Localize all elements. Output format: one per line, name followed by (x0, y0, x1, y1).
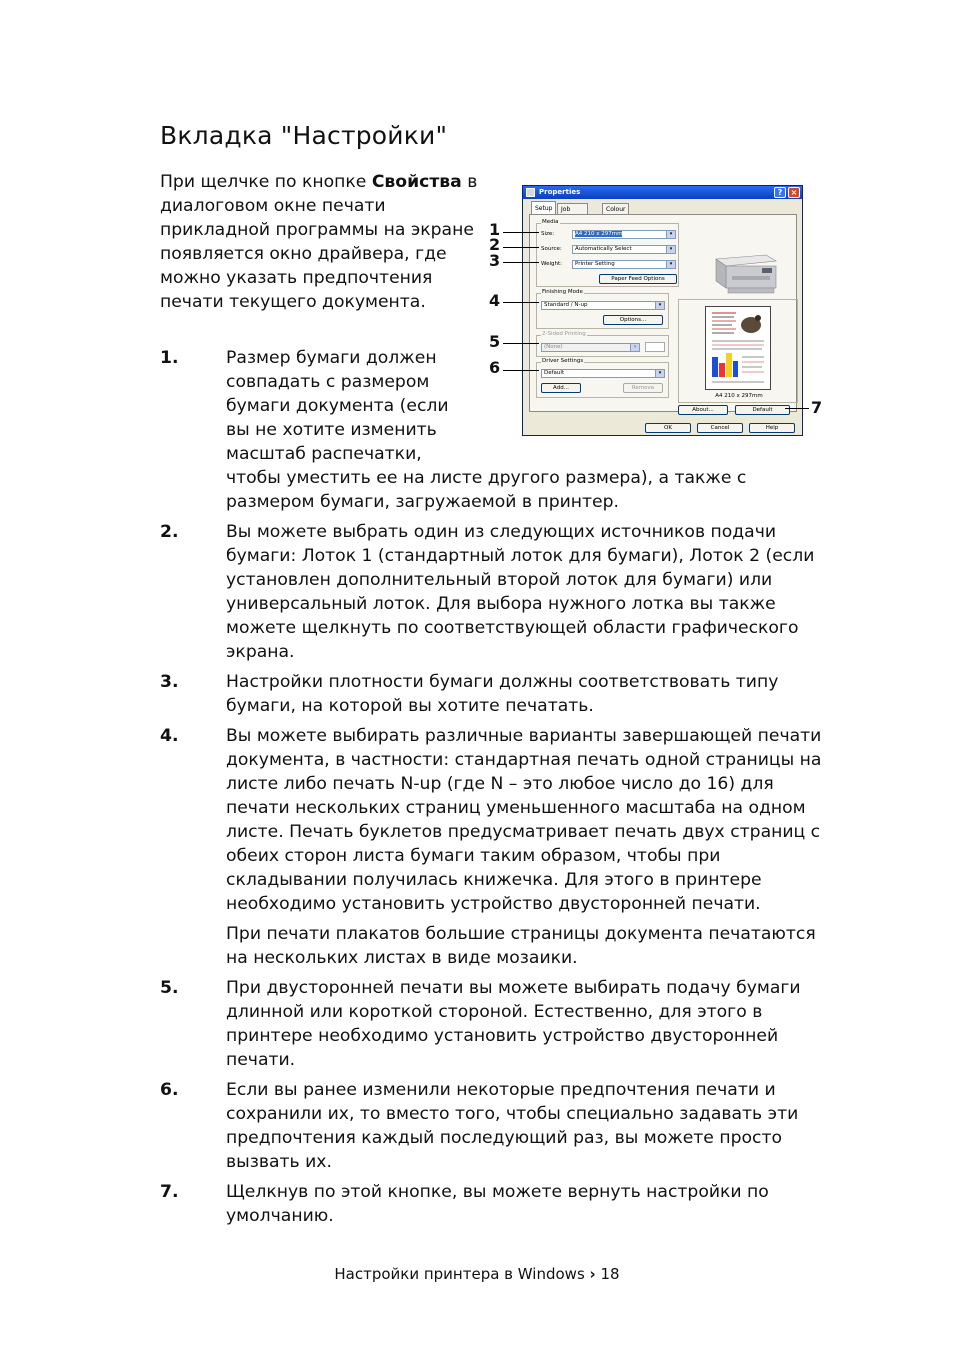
chevron-down-icon: ▾ (666, 261, 675, 268)
list-item (160, 976, 840, 1072)
help-icon[interactable]: ? (774, 187, 786, 198)
list-item-text-continued: чтобы уместить ее на листе другого размера), а также с размером бумаги, загружаемой в принтер. (226, 468, 747, 512)
list-item-number: 4. (160, 726, 179, 746)
chevron-down-icon: ▾ (655, 370, 664, 377)
dialog-titlebar (523, 186, 802, 199)
list-item (160, 724, 840, 970)
list-item-text: При двусторонней печати вы можете выбирать подачу бумаги длинной или короткой стороной. Естественно, для этого в принтере необходимо установить устройство двусторонней печати. (226, 978, 801, 1070)
intro-text-after: в диалоговом окне печати прикладной программы на экране появляется окно драйвера, где можно указать предпочтения печати текущего документа. (160, 172, 478, 312)
list-item (160, 346, 840, 514)
finishing-select[interactable] (541, 301, 665, 310)
callout-3: 3 (489, 251, 501, 270)
list-item (160, 1078, 840, 1174)
callout-line-1 (503, 232, 539, 233)
settings-list (160, 346, 840, 1234)
page-title: Вкладка "Настройки" (160, 121, 448, 150)
printer-image[interactable] (710, 249, 780, 297)
add-button[interactable]: Add... (541, 383, 581, 393)
list-item-text-continued: При печати плакатов большие страницы документа печатаются на нескольких листах в виде мозаики. (226, 924, 816, 968)
page-footer (0, 1265, 954, 1283)
options-button[interactable]: Options... (603, 315, 663, 325)
size-label: Size: (541, 231, 555, 237)
chevron-down-icon: ▾ (666, 246, 675, 253)
list-item-number: 5. (160, 978, 179, 998)
callout-2: 2 (489, 235, 501, 254)
list-item-number: 1. (160, 348, 179, 368)
list-item-text: Если вы ранее изменили некоторые предпочтения печати и сохранили их, то вместо того, чтобы специально задавать эти предпочтения каждый последующий раз, вы можете просто вызвать их. (226, 1080, 799, 1172)
list-item-text: Размер бумаги должен совпадать с размером бумаги документа (если вы не хотите изменить масштаб распечатки, (226, 348, 449, 464)
footer-text: Настройки принтера в Windows (334, 1265, 585, 1283)
intro-text-before: При щелчке по кнопке (160, 172, 372, 192)
list-item (160, 670, 840, 718)
list-item-number: 6. (160, 1080, 179, 1100)
list-item (160, 1180, 840, 1228)
finishing-group-label: Finishing Mode (542, 289, 583, 295)
cancel-button[interactable]: Cancel (697, 423, 743, 433)
media-group (536, 219, 679, 287)
driver-settings-value: Default (544, 370, 565, 376)
list-item-text: Настройки плотности бумаги должны соответствовать типу бумаги, на которой вы хотите печатать. (226, 672, 779, 716)
callout-7: 7 (811, 398, 823, 417)
remove-button[interactable]: Remove (623, 383, 663, 393)
driver-settings-group-label: Driver Settings (542, 358, 584, 364)
callout-5: 5 (489, 332, 501, 351)
source-label: Source: (541, 246, 562, 252)
size-select[interactable] (572, 230, 676, 239)
callout-line-5 (503, 343, 539, 344)
finishing-value: Standard / N-up (544, 302, 588, 308)
intro-bold-properties: Свойства (371, 172, 462, 192)
media-group-label: Media (542, 219, 559, 225)
weight-select[interactable] (572, 260, 676, 269)
paper-feed-options-button[interactable]: Paper Feed Options (599, 274, 677, 284)
chevron-down-icon: ▾ (666, 231, 675, 238)
callout-line-3 (503, 262, 539, 263)
list-item-text: Вы можете выбирать различные варианты завершающей печати документа, в частности: стандартная печать одной страницы на листе либо печать N-up (где N – это любое число до 16) для печати нескольких страниц уменьшенного масштаба на одном листе. Печать буклетов предусматривает печать двух страниц с обеих сторон листа бумаги таким образом, чтобы при складывании получилась книжечка. Для этого в принтере необходимо установить устройство двусторонней печати. (226, 726, 822, 914)
close-icon[interactable]: × (788, 187, 800, 198)
list-item-text: Вы можете выбрать один из следующих источников подачи бумаги: Лоток 1 (стандартный лоток для бумаги), Лоток 2 (если установлен дополнительный второй лоток для бумаги) или универсальный лоток. Для выбора нужного лотка вы также можете щелкнуть по соответствующей области графического экрана. (226, 522, 815, 662)
intro-paragraph (160, 170, 478, 314)
size-value: A4 210 x 297mm (575, 231, 623, 237)
tab-setup[interactable]: Setup (531, 201, 556, 214)
tab-job-options[interactable]: Job (557, 203, 588, 214)
list-item-text: Щелкнув по этой кнопке, вы можете вернуть настройки по умолчанию. (226, 1182, 769, 1226)
dialog-title: Properties (539, 188, 581, 196)
preview-caption: A4 210 x 297mm (715, 393, 763, 399)
two-sided-group-label: 2-Sided Printing (542, 331, 586, 337)
callout-4: 4 (489, 291, 501, 310)
list-item-number: 2. (160, 522, 179, 542)
source-select[interactable] (572, 245, 676, 254)
ok-button[interactable]: OK (645, 423, 691, 433)
callout-line-2 (503, 247, 539, 248)
footer-separator: › (589, 1265, 596, 1283)
source-value: Automatically Select (575, 246, 632, 252)
help-button[interactable]: Help (749, 423, 795, 433)
weight-value: Printer Setting (575, 261, 615, 267)
tab-colour[interactable]: Colour (602, 203, 629, 214)
about-button[interactable]: About... (678, 405, 728, 415)
weight-label: Weight: (541, 261, 563, 267)
callout-line-4 (503, 302, 539, 303)
chevron-down-icon: ▾ (655, 302, 664, 309)
page-number: 18 (600, 1265, 620, 1283)
finishing-group (536, 289, 669, 329)
chevron-down-icon: ▾ (630, 344, 639, 351)
default-button[interactable]: Default (735, 405, 790, 415)
printer-app-icon (526, 188, 535, 197)
callout-1: 1 (489, 220, 501, 239)
list-item-number: 3. (160, 672, 179, 692)
list-item-number: 7. (160, 1182, 179, 1202)
list-item (160, 520, 840, 664)
callout-6: 6 (489, 358, 501, 377)
two-sided-value: (None) (544, 344, 563, 350)
